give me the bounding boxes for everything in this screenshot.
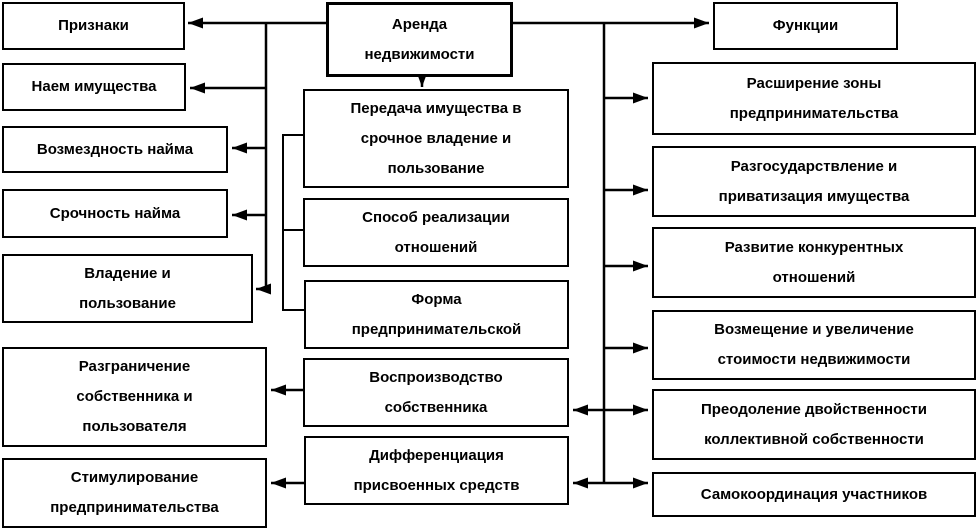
node-peredacha-label: срочное владение и bbox=[360, 129, 512, 147]
node-rasshirenie bbox=[652, 62, 976, 135]
node-sposob-label: Способ реализации bbox=[362, 208, 510, 226]
node-razgosudarstvlenie-label: Разгосударствление и bbox=[730, 157, 898, 175]
node-peredacha bbox=[303, 89, 569, 188]
node-preodolenie bbox=[652, 389, 976, 460]
node-razgranichenie-label: пользователя bbox=[82, 418, 187, 435]
node-peredacha-label: Передача имущества в bbox=[350, 99, 522, 117]
node-funkcii bbox=[713, 2, 898, 50]
node-forma-label: предпринимательской bbox=[351, 320, 522, 338]
node-razvitie-label: Развитие конкурентных bbox=[724, 238, 904, 256]
node-vozmeshenie bbox=[652, 310, 976, 380]
node-vozmezdnost-label: Возмездность найма bbox=[36, 140, 194, 158]
node-stimulirovanie-label: предпринимательства bbox=[50, 499, 219, 516]
node-sposob-label: отношений bbox=[394, 238, 478, 256]
node-forma-label: Форма bbox=[411, 290, 462, 308]
node-preodolenie-label: коллективной собственности bbox=[704, 430, 924, 448]
node-differenciacia-label: присвоенных средств bbox=[353, 476, 520, 494]
node-vosproizvodstvo-label: Воспроизводство bbox=[369, 368, 503, 386]
node-vozmeshenie-label: стоимости недвижимости bbox=[717, 351, 911, 368]
node-forma bbox=[304, 280, 569, 349]
node-vladenie-label: Владение и bbox=[84, 264, 171, 282]
node-funkcii-label: Функции bbox=[772, 17, 839, 34]
node-rasshirenie-label: Расширение зоны bbox=[746, 74, 882, 92]
node-samokoordinacia-label: Самокоординация участников bbox=[700, 485, 928, 503]
node-vosproizvodstvo bbox=[303, 358, 569, 427]
node-razgosudarstvlenie bbox=[652, 146, 976, 217]
node-arenda bbox=[326, 2, 513, 77]
node-peredacha-label: пользование bbox=[387, 159, 485, 177]
node-srochnost bbox=[2, 189, 228, 238]
node-razgosudarstvlenie-label: приватизация имущества bbox=[718, 187, 910, 205]
node-razvitie bbox=[652, 227, 976, 298]
node-arenda-label: Аренда bbox=[391, 15, 448, 33]
node-preodolenie-label: Преодоление двойственности bbox=[700, 400, 927, 418]
node-rasshirenie-label: предпринимательства bbox=[729, 104, 899, 122]
node-differenciacia bbox=[304, 436, 569, 505]
node-vladenie bbox=[2, 254, 253, 323]
node-razgranichenie-label: собственника и bbox=[76, 388, 193, 405]
node-srochnost-label: Срочность найма bbox=[49, 204, 181, 222]
node-vosproizvodstvo-label: собственника bbox=[384, 398, 488, 416]
node-vladenie-label: пользование bbox=[79, 294, 176, 312]
node-razgranichenie-label: Разграничение bbox=[78, 358, 191, 375]
node-priznaki-label: Признаки bbox=[58, 17, 129, 34]
node-priznaki bbox=[2, 2, 185, 50]
node-vozmeshenie-label: Возмещение и увеличение bbox=[714, 321, 914, 338]
node-samokoordinacia bbox=[652, 472, 976, 517]
node-sposob bbox=[303, 198, 569, 267]
node-naem bbox=[2, 63, 186, 111]
node-stimulirovanie-label: Стимулирование bbox=[70, 469, 199, 486]
node-arenda-label: недвижимости bbox=[364, 45, 475, 63]
node-razgranichenie bbox=[2, 347, 267, 447]
node-razvitie-label: отношений bbox=[772, 268, 856, 286]
edge-left-trunk-vladenie bbox=[256, 23, 266, 289]
edge-center-bracket bbox=[283, 135, 304, 310]
node-vozmezdnost bbox=[2, 126, 228, 173]
node-stimulirovanie bbox=[2, 458, 267, 528]
node-differenciacia-label: Дифференциация bbox=[369, 446, 504, 464]
node-naem-label: Наем имущества bbox=[31, 78, 157, 95]
